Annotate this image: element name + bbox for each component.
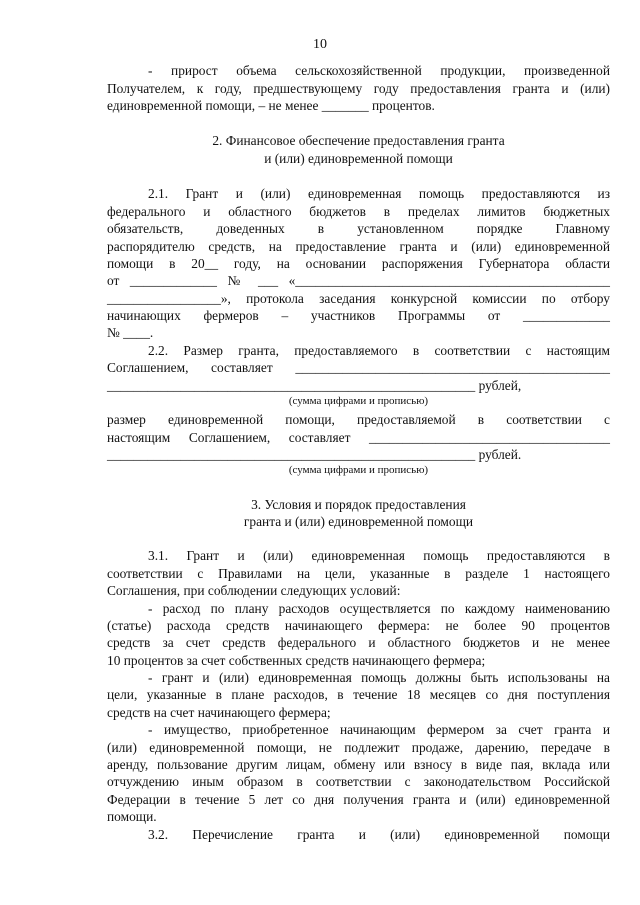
text-line: помощи в 20__ году, на основании распоряжения Губернатора области [107, 256, 610, 271]
text-line: размер единовременной помощи, предоставляемой в соответствии с [107, 412, 610, 427]
text-line: - расход по плану расходов осуществляется по каждому наименованию [148, 601, 610, 616]
text-line: цели, указанные в плане расходов, в течение 18 месяцев со дня поступления [107, 687, 610, 702]
section-heading: и (или) единовременной помощи [264, 151, 453, 166]
text-line: помощи. [107, 809, 157, 824]
text-line: 2.1. Грант и (или) единовременная помощь предоставляются из [148, 186, 610, 201]
text-line: федерального и областного бюджетов в пределах лимитов бюджетных [107, 204, 610, 219]
text-line: 3.1. Грант и (или) единовременная помощь предоставляются в [148, 548, 610, 563]
section-heading: 3. Условия и порядок предоставления [251, 497, 466, 512]
text-line: средств на счет начинающего фермера; [107, 705, 331, 720]
text-line: настоящим Соглашением, составляет ____________________________________ [107, 430, 610, 445]
text-line: единовременной помощи, – не менее _______ процентов. [107, 98, 435, 113]
text-line: - имущество, приобретенное начинающим фермером за счет гранта и [148, 722, 610, 737]
text-line: Соглашением, составляет _______________________________________________ [107, 360, 610, 375]
text-line: отчуждению иным образом в соответствии с законодательством Российской [107, 774, 610, 789]
text-line: № ____. [107, 325, 154, 340]
text-line: (статье) расхода средств начинающего фермера: не более 90 процентов [107, 618, 610, 633]
text-line: от _____________ № ___ «_______________________________________________ [107, 273, 610, 288]
text-line: аренду, пользование другим лицам, обмену или взносу в виде пая, вклада или [107, 757, 610, 772]
text-line: Соглашения, при соблюдении следующих условий: [107, 583, 401, 598]
text-line: средств за счет средств федерального и областного бюджетов и не менее [107, 635, 610, 650]
text-line: 2.2. Размер гранта, предоставляемого в соответствии с настоящим [148, 343, 610, 358]
text-line: начинающих фермеров – участников Программы от _____________ [107, 308, 610, 323]
text-line: 10 процентов за счет собственных средств начинающего фермера; [107, 653, 486, 668]
text-line: Федерации в течение 5 лет со дня получения гранта и (или) единовременной [107, 792, 610, 807]
page-number: 10 [313, 37, 327, 52]
text-line: 3.2. Перечисление гранта и (или) единовременной помощи [148, 827, 610, 842]
text-line: - прирост объема сельскохозяйственной продукции, произведенной [148, 63, 610, 78]
text-line: соответствии с Правилами на цели, указанные в разделе 1 настоящего [107, 566, 610, 581]
text-line: - грант и (или) единовременная помощь должны быть использованы на [148, 670, 610, 685]
section-heading: 2. Финансовое обеспечение предоставления гранта [212, 133, 505, 148]
text-line: распорядителю средств, на предоставление гранта и (или) единовременной [107, 239, 610, 254]
field-caption: (сумма цифрами и прописью) [288, 395, 429, 407]
text-line: (или) единовременной помощи, не подлежит продаже, дарению, передаче в [107, 740, 610, 755]
text-line: обязательств, доведенных в установленном порядке Главному [107, 221, 610, 236]
text-line: Получателем, к году, предшествующему году предоставления гранта и (или) [107, 81, 610, 96]
section-heading: гранта и (или) единовременной помощи [243, 514, 474, 529]
text-line: _______________________________________________________ рублей. [107, 447, 522, 462]
text-line: _______________________________________________________ рублей, [107, 378, 522, 393]
field-caption: (сумма цифрами и прописью) [288, 464, 429, 476]
text-line: _________________», протокола заседания конкурсной комиссии по отбору [107, 291, 610, 306]
